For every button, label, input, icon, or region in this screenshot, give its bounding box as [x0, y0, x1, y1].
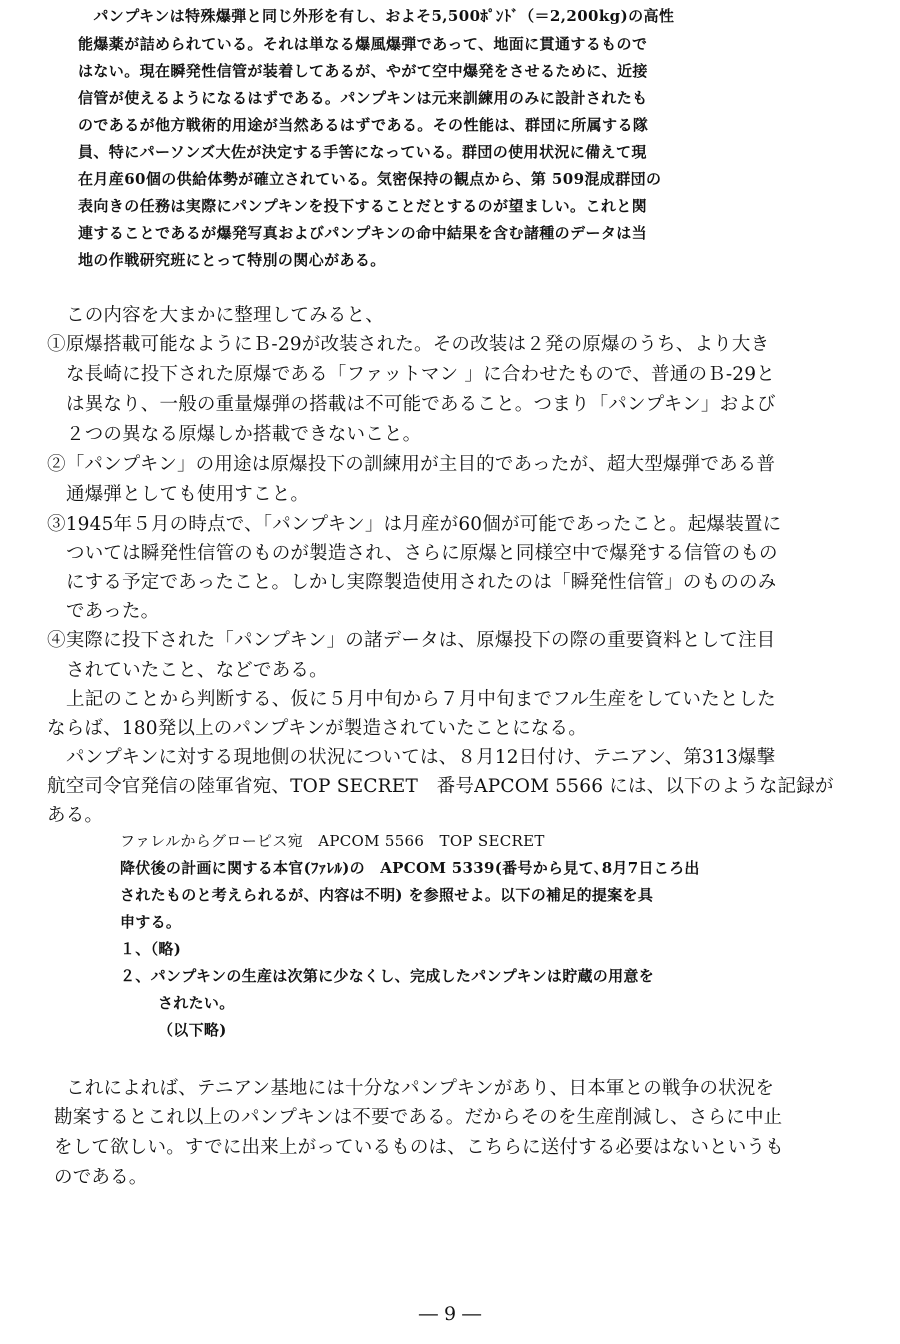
body-line: 航空司令官発信の陸軍省宛、TOP SECRET 番号APCOM 5566 には、以下のような記録が	[47, 776, 834, 797]
body-line: ある。	[47, 805, 104, 826]
body-line: ならば、180発以上のパンプキンが製造されていたことになる。	[47, 718, 587, 739]
body-line: にする予定であったこと。しかし実際製造使用されたのは「瞬発性信管」のもののみ	[66, 572, 777, 593]
cable-line: （以下略)	[158, 1021, 227, 1039]
body-line: をして欲しい。すでに出来上がっているものは、こちらに送付する必要はないというも	[54, 1137, 784, 1158]
body-line: であった。	[66, 601, 160, 622]
body-line: 上記のことから判断する、仮に５月中旬から７月中旬までフル生産をしていたとした	[66, 689, 776, 710]
list-item-1: ①原爆搭載可能なようにＢ-29が改装された。その改装は２発の原爆のうち、より大き	[47, 334, 770, 355]
list-item-4: ④実際に投下された「パンプキン」の諸データは、原爆投下の際の重要資料として注目	[47, 630, 776, 651]
quote-line: はない。現在瞬発性信管が装着してあるが、やがて空中爆発をさせるために、近接	[78, 62, 648, 80]
cable-line: 申する。	[120, 913, 182, 931]
cable-line: されたものと考えられるが、内容は不明) を参照せよ。以下の補足的提案を具	[120, 886, 654, 904]
body-line: な長崎に投下された原爆である「ファットマン 」に合わせたもので、普通のＢ-29と	[66, 364, 775, 385]
body-line: ついては瞬発性信管のものが製造され、さらに原爆と同様空中で爆発する信管のもの	[66, 543, 778, 564]
quote-line: 連することであるが爆発写真およびパンプキンの命中結果を含む諸種のデータは当	[78, 224, 648, 242]
list-item-2: ②「パンプキン」の用途は原爆投下の訓練用が主目的であったが、超大型爆弾である普	[47, 454, 776, 475]
body-line: 勘案するとこれ以上のパンプキンは不要である。だからそのを生産削減し、さらに中止	[54, 1107, 783, 1128]
cable-line: 降伏後の計画に関する本官(ﾌｧﾚﾙ)の APCOM 5339(番号から見て､8月7日ころ出	[120, 859, 700, 877]
page-number: ― 9 ―	[418, 1303, 482, 1325]
quote-line: パンプキンは特殊爆弾と同じ外形を有し、およそ5,500ﾎﾟﾝﾄﾞ（＝2,200kg)の高性	[78, 7, 675, 25]
body-line: ２つの異なる原爆しか搭載できないこと。	[66, 424, 422, 445]
body-line: 通爆弾としても使用すこと。	[66, 484, 310, 505]
body-line: されていたこと、などである。	[66, 660, 328, 681]
body-line: パンプキンに対する現地側の状況については、８月12日付け、テニアン、第313爆撃	[66, 747, 776, 768]
body-line: これによれば、テニアン基地には十分なパンプキンがあり、日本軍との戦争の状況を	[66, 1078, 775, 1099]
quote-line: 能爆薬が詰められている。それは単なる爆風爆弾であって、地面に貫通するもので	[78, 35, 648, 53]
body-line: この内容を大まかに整理してみると、	[66, 305, 384, 326]
body-line: は異なり、一般の重量爆弾の搭載は不可能であること。つまり「パンプキン」および	[66, 394, 776, 415]
list-item-3: ③1945年５月の時点で、「パンプキン」は月産が60個が可能であったこと。起爆装置に	[47, 514, 782, 535]
quote-line: のであるが他方戦術的用途が当然あるはずである。その性能は、群団に所属する隊	[78, 116, 649, 134]
body-line: のである。	[54, 1167, 148, 1188]
quote-line: 表向きの任務は実際にパンプキンを投下することだとするのが望ましい。これと関	[78, 197, 648, 215]
quote-line: 在月産60個の供給体勢が確立されている。気密保持の観点から、第 509混成群団の	[78, 170, 662, 188]
cable-line: されたい。	[158, 994, 235, 1012]
cable-line: １、（略)	[120, 940, 182, 958]
cable-line: ２、パンプキンの生産は次第に少なくし、完成したパンプキンは貯蔵の用意を	[120, 967, 655, 985]
quote-line: 員、特にパーソンズ大佐が決定する手筈になっている。群団の使用状況に備えて現	[78, 143, 647, 161]
quote-line: 信管が使えるようになるはずである。パンプキンは元来訓練用のみに設計されたも	[78, 89, 648, 107]
cable-line: ファレルからグローピス宛 APCOM 5566 TOP SECRET	[120, 832, 545, 850]
quote-line: 地の作戦研究班にとって特別の関心がある。	[78, 251, 386, 269]
